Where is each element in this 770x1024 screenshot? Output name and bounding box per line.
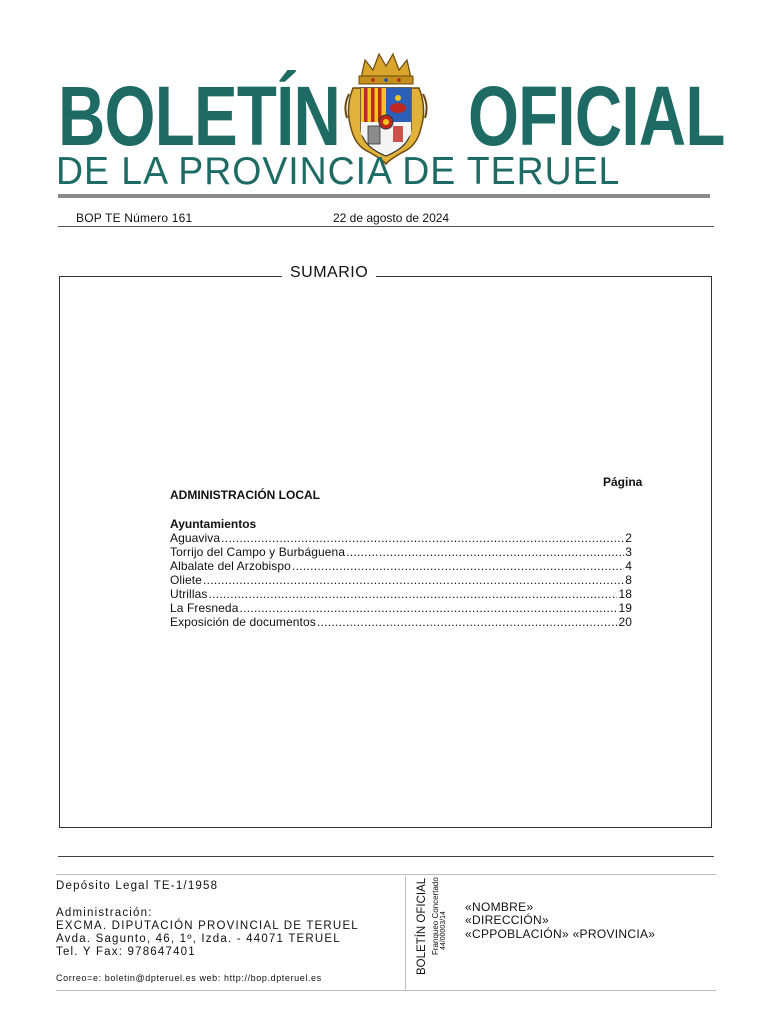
summary-title: SUMARIO	[282, 264, 376, 282]
recipient-address: «DIRECCIÓN»	[465, 913, 549, 927]
toc-entry[interactable]	[170, 531, 632, 545]
masthead-title-left: BOLETÍN	[58, 69, 341, 163]
page-column-header: Página	[603, 475, 643, 489]
toc-entry[interactable]	[170, 615, 632, 629]
footer-bottom-border	[56, 990, 716, 991]
recipient-city-province: «CPPOBLACIÓN» «PROVINCIA»	[465, 927, 656, 941]
toc-leader	[208, 587, 617, 601]
stamp-separator	[405, 876, 406, 990]
toc-entry-page: 3	[625, 545, 632, 559]
toc-leader	[239, 601, 617, 615]
toc-leader	[292, 559, 624, 573]
toc-leader	[203, 573, 624, 587]
legal-deposit: Depósito Legal TE-1/1958	[56, 880, 219, 892]
toc-entry[interactable]	[170, 573, 632, 587]
recipient-name: «NOMBRE»	[465, 900, 534, 914]
toc-leader	[317, 615, 618, 629]
toc-entry-page: 18	[618, 587, 632, 601]
footer-divider	[58, 856, 714, 857]
postal-stamp-title: BOLETÍN OFICIAL	[416, 877, 428, 975]
toc-leader	[221, 531, 624, 545]
subsection-heading: Ayuntamientos	[170, 517, 257, 531]
toc-entry-page: 8	[625, 573, 632, 587]
postal-stamp-franqueo: Franqueo Concertado	[431, 877, 440, 955]
toc-entry-label: Exposición de documentos	[170, 615, 316, 629]
toc-entry[interactable]	[170, 545, 632, 559]
toc-entry[interactable]	[170, 601, 632, 615]
masthead-subtitle: DE LA PROVINCIA DE TERUEL	[56, 150, 621, 193]
footer-top-border	[56, 874, 716, 875]
issue-date: 22 de agosto de 2024	[333, 211, 450, 225]
masthead-divider	[58, 194, 710, 198]
issue-number: BOP TE Número 161	[76, 211, 193, 225]
provincial-coat-of-arms-icon	[343, 48, 429, 166]
toc-entry-page: 19	[618, 601, 632, 615]
toc-entry-label: La Fresneda	[170, 601, 239, 615]
toc-leader	[346, 545, 624, 559]
masthead-title-right: OFICIAL	[468, 69, 725, 163]
toc-entry-label: Torrijo del Campo y Burbáguena	[170, 545, 346, 559]
admin-name: EXCMA. DIPUTACIÓN PROVINCIAL DE TERUEL	[56, 920, 359, 932]
header-divider	[58, 226, 714, 227]
toc-entry-page: 20	[618, 615, 632, 629]
toc-entry-page: 2	[625, 531, 632, 545]
toc-entry-label: Albalate del Arzobispo	[170, 559, 291, 573]
contact-line: Correo=e: boletin@dpteruel.es web: http://bop.dpteruel.es	[56, 973, 322, 983]
admin-label: Administración:	[56, 907, 153, 919]
table-of-contents	[170, 531, 632, 629]
toc-entry-label: Oliete	[170, 573, 202, 587]
admin-address: Avda. Sagunto, 46, 1º, Izda. - 44071 TERUEL	[56, 933, 341, 945]
toc-entry-label: Utrillas	[170, 587, 208, 601]
section-heading: ADMINISTRACIÓN LOCAL	[170, 488, 320, 502]
toc-entry[interactable]	[170, 559, 632, 573]
postal-stamp-code: 44/00003/14	[440, 911, 447, 950]
toc-entry-page: 4	[625, 559, 632, 573]
admin-phone: Tel. Y Fax: 978647401	[56, 946, 196, 958]
toc-entry-label: Aguaviva	[170, 531, 221, 545]
toc-entry[interactable]	[170, 587, 632, 601]
